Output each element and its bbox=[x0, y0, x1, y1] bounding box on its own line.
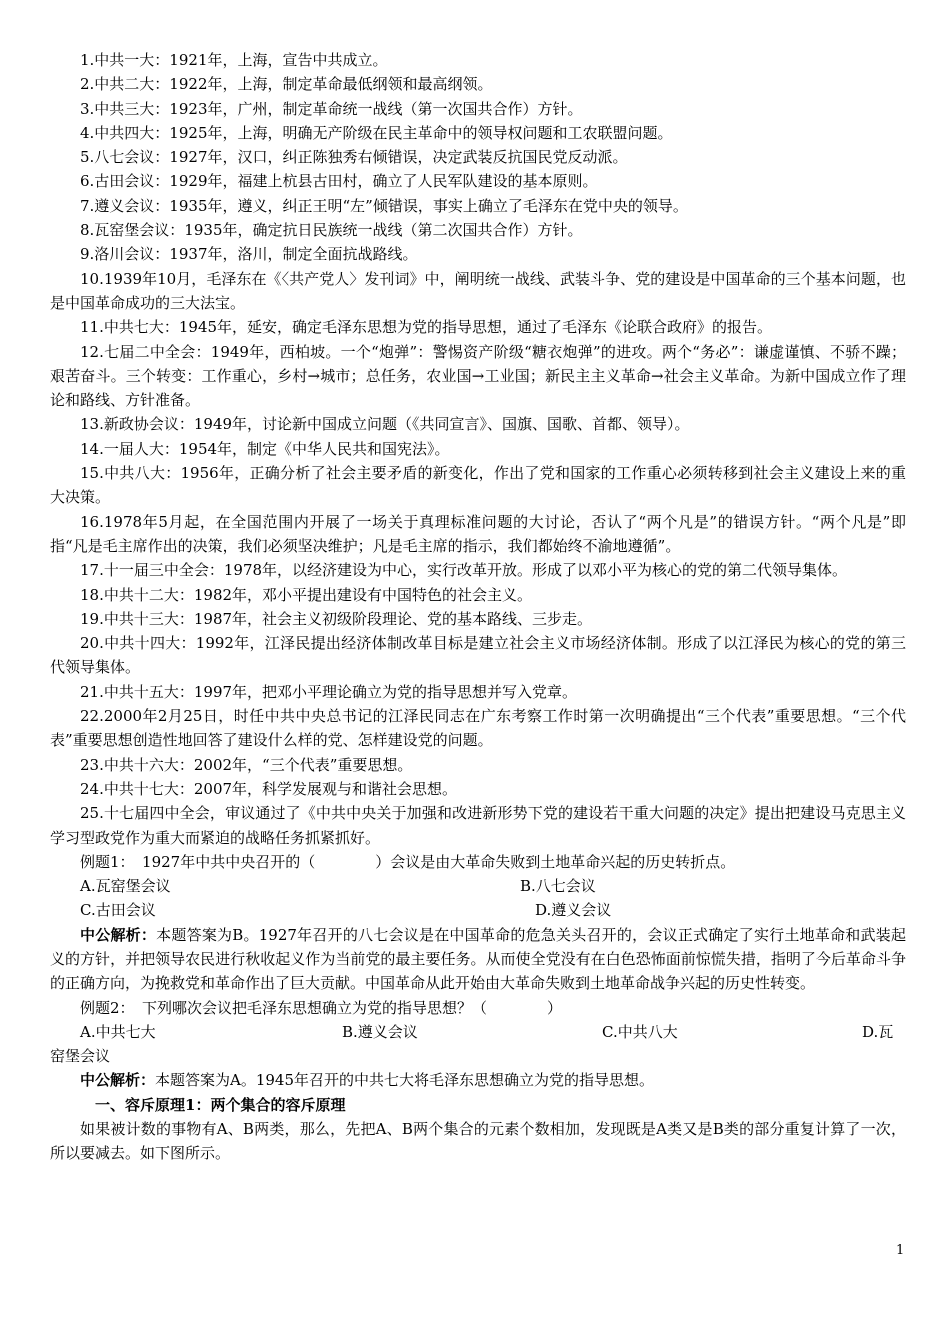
list-item: 2.中共二大：1922年，上海，制定革命最低纲领和最高纲领。 bbox=[80, 75, 493, 94]
option-d: D.遵义会议 bbox=[535, 901, 612, 920]
analysis-label: 中公解析： bbox=[80, 925, 157, 944]
analysis-text: 本题答案为B。1927年召开的八七会议是在中国革命的危急关头召开的，会议正式确定了实行土地革命和武装起义的方针，并把领导农民进行秋收起义作为当前党的最主要任务。从而使全党没有在白色恐怖面前惊慌失措，指明了今后革命斗争的正确方向，为挽救党和革命作出了巨大贡献。中国革命从此开始由大革命失败到土地革命战争兴起的历史性转变。 bbox=[50, 925, 906, 993]
page-content bbox=[50, 48, 906, 1166]
list-item: 8.瓦窑堡会议：1935年，确定抗日民族统一战线（第二次国共合作）方针。 bbox=[80, 221, 583, 240]
example-1-analysis bbox=[50, 923, 906, 996]
list-item: 15.中共八大：1956年，正确分析了社会主要矛盾的新变化，作出了党和国家的工作重心必须转移到社会主义建设上来的重大决策。 bbox=[50, 464, 906, 507]
analysis-text: 本题答案为A。1945年召开的中共七大将毛泽东思想确立为党的指导思想。 bbox=[155, 1071, 655, 1090]
section-heading: 一、容斥原理1：两个集合的容斥原理 bbox=[95, 1095, 346, 1114]
section-inclusion-exclusion bbox=[50, 1093, 906, 1166]
list-item: 16.1978年5月起，在全国范围内开展了一场关于真理标准问题的大讨论，否认了“两个凡是”的错误方针。“两个凡是”即指“凡是毛主席作出的决策，我们必须坚决维护；凡是毛主席的指示，我们都始终不渝地遵循”。 bbox=[50, 512, 906, 555]
list-item: 3.中共三大：1923年，广州，制定革命统一战线（第一次国共合作）方针。 bbox=[80, 99, 583, 118]
list-item: 1.中共一大：1921年，上海，宣告中共成立。 bbox=[80, 51, 388, 69]
option-b: B.八七会议 bbox=[520, 877, 596, 896]
list-item: 21.中共十五大：1997年，把邓小平理论确立为党的指导思想并写入党章。 bbox=[80, 682, 578, 701]
list-item: 12.七届二中全会：1949年，西柏坡。一个“炮弹”：警惕资产阶级“糖衣炮弹”的进攻。两个“务必”：谦虚谨慎、不骄不躁；艰苦奋斗。三个转变：工作重心，乡村→城市；总任务，农业国→工业国；新民主主义革命→社会主义革命。为新中国成立作了理论和路线、方针准备。 bbox=[50, 342, 906, 410]
example-1-options-row-2 bbox=[50, 898, 906, 922]
example-1-question: 例题1： 1927年中共中央召开的（ ）会议是由大革命失败到土地革命兴起的历史转折点。 bbox=[80, 852, 736, 871]
section-body: 如果被计数的事物有A、B两类，那么，先把A、B两个集合的元素个数相加，发现既是A类又是B类的部分重复计算了一次，所以要减去。如下图所示。 bbox=[50, 1120, 906, 1163]
option-b: B.遵义会议 bbox=[342, 1022, 418, 1041]
list-item: 24.中共十七大：2007年，科学发展观与和谐社会思想。 bbox=[80, 779, 458, 798]
list-item: 4.中共四大：1925年，上海，明确无产阶级在民主革命中的领导权问题和工农联盟问题。 bbox=[80, 123, 673, 142]
analysis-label: 中公解析： bbox=[80, 1071, 156, 1090]
list-item: 22.2000年2月25日，时任中共中央总书记的江泽民同志在广东考察工作时第一次明确提出“三个代表”重要思想。“三个代表”重要思想创造性地回答了建设什么样的党、怎样建设党的问题。 bbox=[50, 707, 906, 750]
list-item: 19.中共十三大：1987年，社会主义初级阶段理论、党的基本路线、三步走。 bbox=[80, 609, 593, 628]
example-2-analysis bbox=[50, 1068, 906, 1092]
party-congress-list bbox=[50, 48, 906, 850]
list-item: 5.八七会议：1927年，汉口，纠正陈独秀右倾错误，决定武装反抗国民党反动派。 bbox=[80, 148, 628, 167]
example-2 bbox=[50, 996, 906, 1093]
example-1 bbox=[50, 850, 906, 996]
list-item: 25.十七届四中全会，审议通过了《中共中央关于加强和改进新形势下党的建设若干重大问题的决定》提出把建设马克思主义学习型政党作为重大而紧迫的战略任务抓紧抓好。 bbox=[50, 804, 906, 847]
list-item: 13.新政协会议：1949年，讨论新中国成立问题（《共同宣言》、国旗、国歌、首都、领导）。 bbox=[80, 415, 690, 434]
page-number: 1 bbox=[896, 1243, 905, 1258]
list-item: 6.古田会议：1929年，福建上杭县古田村，确立了人民军队建设的基本原则。 bbox=[80, 172, 598, 191]
example-2-options bbox=[50, 1020, 906, 1044]
option-d: D.瓦 bbox=[862, 1022, 894, 1041]
option-a: A.中共七大 bbox=[80, 1022, 156, 1041]
list-item: 7.遵义会议：1935年，遵义，纠正王明“左”倾错误，事实上确立了毛泽东在党中央的领导。 bbox=[80, 196, 688, 215]
list-item: 10.1939年10月，毛泽东在《〈共产党人〉发刊词》中，阐明统一战线、武装斗争、党的建设是中国革命的三个基本问题，也是中国革命成功的三大法宝。 bbox=[50, 269, 906, 312]
example-1-options-row-1 bbox=[50, 874, 906, 898]
list-item: 11.中共七大：1945年，延安，确定毛泽东思想为党的指导思想，通过了毛泽东《论联合政府》的报告。 bbox=[80, 318, 773, 337]
list-item: 14.一届人大：1954年，制定《中华人民共和国宪法》。 bbox=[80, 439, 450, 458]
list-item: 17.十一届三中全会：1978年，以经济建设为中心，实行改革开放。形成了以邓小平为核心的党的第二代领导集体。 bbox=[80, 561, 848, 580]
option-c: C.古田会议 bbox=[80, 901, 156, 920]
list-item: 18.中共十二大：1982年，邓小平提出建设有中国特色的社会主义。 bbox=[80, 585, 533, 604]
example-2-question: 例题2： 下列哪次会议把毛泽东思想确立为党的指导思想？（ ） bbox=[80, 998, 563, 1017]
option-a: A.瓦窑堡会议 bbox=[80, 877, 171, 896]
option-c: C.中共八大 bbox=[602, 1022, 678, 1041]
list-item: 20.中共十四大：1992年，江泽民提出经济体制改革目标是建立社会主义市场经济体制。形成了以江泽民为核心的党的第三代领导集体。 bbox=[50, 634, 906, 677]
list-item: 9.洛川会议：1937年，洛川，制定全面抗战路线。 bbox=[80, 245, 418, 264]
list-item: 23.中共十六大：2002年，“三个代表”重要思想。 bbox=[80, 755, 413, 774]
option-d-continuation: 窑堡会议 bbox=[50, 1047, 111, 1066]
